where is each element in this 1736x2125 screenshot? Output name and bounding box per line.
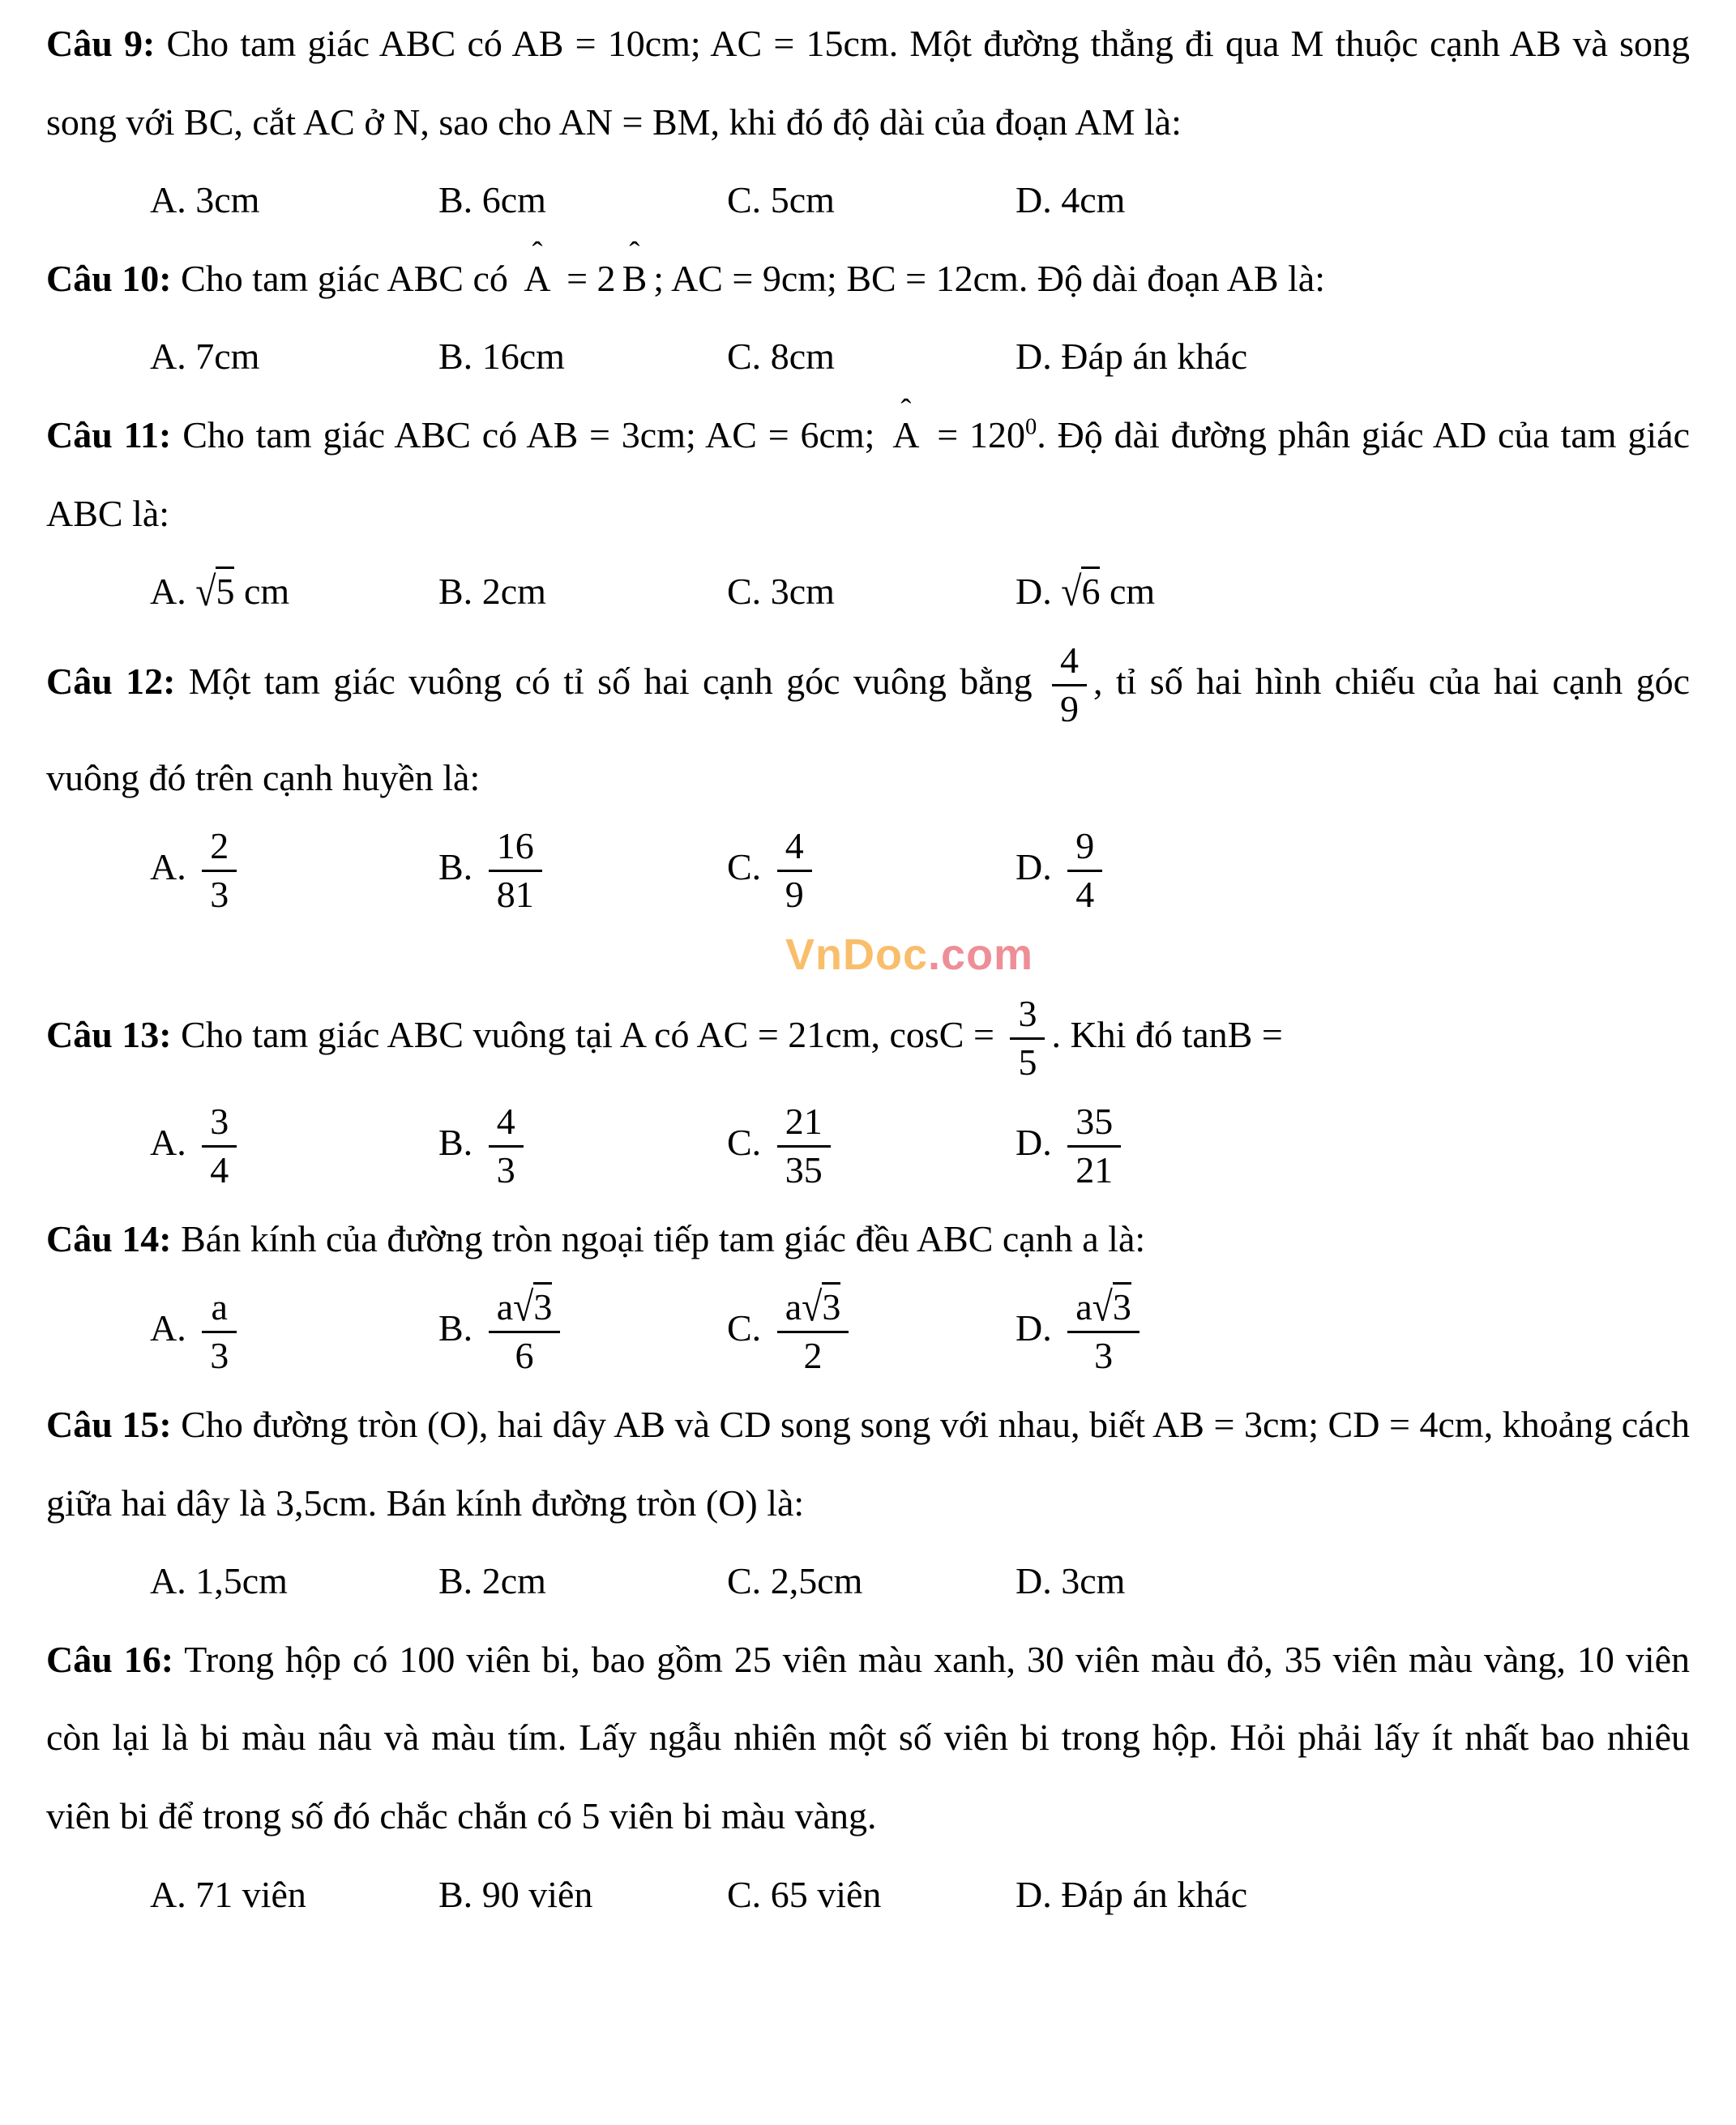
option-b: B. 2cm [438, 571, 546, 613]
option-key: B. [438, 1560, 473, 1602]
fraction-numerator: a [211, 1286, 228, 1328]
fraction-denominator: 2 [777, 1331, 849, 1379]
option-key: D. [1016, 179, 1052, 221]
question-label: Câu 11: [46, 413, 172, 455]
superscript: 0 [1025, 414, 1037, 440]
fraction-numerator: 21 [785, 1100, 823, 1142]
question-text: Câu 13: Cho tam giác ABC vuông tại A có AC = 21cm, cosC = $\frac{3}{5}$ . Khi đó tanB = [46, 985, 1690, 1092]
fraction-numerator: 16 [496, 825, 534, 867]
fraction [202, 1099, 237, 1194]
option-b [438, 1092, 727, 1200]
question-text: Câu 14: Bán kính của đường tròn ngoại tiếp tam giác đều ABC cạnh a là: [46, 1217, 1146, 1259]
option-a: A. 1,5cm [150, 1560, 288, 1602]
option-key: A. [150, 846, 186, 888]
fraction-denominator: 81 [489, 870, 542, 918]
fraction [489, 823, 542, 918]
fraction-denominator: 5 [1010, 1037, 1045, 1086]
question-block [46, 5, 1690, 240]
option-key: B. [438, 1307, 473, 1349]
fraction-numerator: 4 [1060, 639, 1080, 681]
radical-sign-icon: √ [513, 1283, 534, 1331]
angle-hat-symbol: ˆ A [892, 396, 919, 475]
question-block [46, 240, 1690, 396]
option-key: D. [1016, 1121, 1052, 1163]
option-d: D. √6 cm [1016, 553, 1690, 631]
option-key: B. [438, 1873, 473, 1915]
option-a [150, 1278, 438, 1386]
fraction [777, 823, 812, 918]
options-row [150, 318, 1690, 396]
questions-top [46, 5, 1690, 925]
square-root [1092, 1283, 1131, 1331]
option-key: C. [727, 1873, 762, 1915]
fraction-denominator: 6 [489, 1331, 561, 1379]
question-block [46, 1386, 1690, 1621]
fraction [777, 1285, 849, 1379]
fraction-denominator: 9 [1052, 684, 1087, 733]
options-row [150, 1856, 1690, 1935]
radicand: 3 [822, 1282, 840, 1328]
options-row [150, 161, 1690, 240]
radical-sign-icon: √ [195, 568, 216, 615]
angle-hat-symbol: ˆ A [524, 240, 550, 319]
question-text: Câu 15: Cho đường tròn (O), hai dây AB và CD song song với nhau, biết AB = 3cm; CD = 4cm, khoảng cách giữa hai dây là 3,5cm. Bán kính đường tròn (O) là: [46, 1403, 1691, 1524]
fraction [777, 1099, 831, 1194]
fraction [489, 1285, 561, 1379]
question-text: Câu 12: Một tam giác vuông có tỉ số hai cạnh góc vuông bằng $\frac{4}{9}$ , tỉ số hai hình chiếu của hai cạnh góc vuông đó trên cạnh huyền là: [46, 639, 1691, 798]
fraction [1067, 1099, 1121, 1194]
question-label: Câu 16: [46, 1638, 174, 1680]
fraction-numerator: 3 [1018, 993, 1037, 1034]
fraction-numerator: 9 [1075, 825, 1095, 867]
questions-bottom [46, 985, 1690, 1934]
fraction [1052, 638, 1087, 733]
options-row [150, 1278, 1690, 1386]
question-text: Câu 9: Cho tam giác ABC có AB = 10cm; AC = 15cm. Một đường thẳng đi qua M thuộc cạnh AB và song song với BC, cắt AC ở N, sao cho AN = BM, khi đó độ dài của đoạn AM là: [46, 23, 1691, 143]
option-a: A. 71 viên [150, 1873, 306, 1915]
option-c: C. 2,5cm [727, 1560, 863, 1602]
option-key: C. [727, 179, 762, 221]
question-text: Câu 11: Cho tam giác ABC có AB = 3cm; AC = 6cm; ˆ $A = 120^0$. Độ dài đường phân giác AD của tam giác ABC là: [46, 396, 1690, 553]
option-c: C. 5cm [727, 179, 835, 221]
radical-sign-icon: √ [1061, 568, 1082, 615]
option-d: D. Đáp án khác [1016, 1873, 1248, 1915]
option-b: B. 16cm [438, 336, 565, 378]
fraction [1067, 823, 1102, 918]
square-root [1061, 568, 1101, 615]
option-c: C. 65 viên [727, 1873, 882, 1915]
option-key: A. [150, 1560, 186, 1602]
option-key: D. [1016, 571, 1052, 613]
fraction [489, 1099, 524, 1194]
option-a: A. √5 cm [150, 553, 438, 631]
option-b: B. 2cm [438, 1560, 546, 1602]
option-d: D. 3cm [1016, 1560, 1126, 1602]
option-key: B. [438, 846, 473, 888]
option-b: B. 6cm [438, 179, 546, 221]
option-key: B. [438, 179, 473, 221]
question-label: Câu 12: [46, 660, 176, 702]
watermark-part2: .com [928, 930, 1034, 979]
option-key: C. [727, 571, 762, 613]
fraction-numerator: 4 [785, 825, 804, 867]
option-key: B. [438, 1121, 473, 1163]
radical-sign-icon: √ [1092, 1283, 1113, 1331]
option-key: A. [150, 1307, 186, 1349]
fraction-numerator: a√3 [777, 1285, 849, 1331]
question-block [46, 1621, 1690, 1934]
question-block [46, 985, 1690, 1200]
option-b [438, 817, 727, 925]
option-a: A. 7cm [150, 336, 260, 378]
question-block [46, 396, 1690, 631]
option-c: C. 8cm [727, 336, 835, 378]
option-key: B. [438, 336, 473, 378]
option-key: D. [1016, 1307, 1052, 1349]
options-row [150, 553, 1690, 631]
option-d [1016, 817, 1690, 925]
options-row [150, 1092, 1690, 1200]
option-key: D. [1016, 1873, 1052, 1915]
fraction-denominator: 4 [202, 1145, 237, 1194]
question-text: Câu 16: Trong hộp có 100 viên bi, bao gồm 25 viên màu xanh, 30 viên màu đỏ, 35 viên màu vàng, 10 viên còn lại là bi màu nâu và màu tím. Lấy ngẫu nhiên một số viên bi trong hộp. Hỏi phải lấy ít nhất bao nhiêu viên bi để trong số đó chắc chắn có 5 viên bi màu vàng. [46, 1638, 1691, 1836]
option-d [1016, 1092, 1690, 1200]
fraction-numerator: 2 [210, 825, 229, 867]
option-key: A. [150, 1873, 186, 1915]
option-key: A. [150, 1121, 186, 1163]
option-key: C. [727, 1307, 762, 1349]
option-key: A. [150, 336, 186, 378]
fraction-denominator: 4 [1067, 870, 1102, 918]
option-d: D. Đáp án khác [1016, 336, 1248, 378]
fraction-numerator: 3 [210, 1100, 229, 1142]
option-key: B. [438, 571, 473, 613]
radicand: 3 [533, 1282, 552, 1328]
question-label: Câu 14: [46, 1217, 172, 1259]
option-key: D. [1016, 846, 1052, 888]
question-label: Câu 10: [46, 257, 172, 299]
fraction-numerator: 4 [496, 1100, 515, 1142]
fraction-denominator: 9 [777, 870, 812, 918]
fraction [1010, 991, 1045, 1086]
fraction-denominator: 3 [202, 1331, 237, 1379]
radicand: 3 [1113, 1282, 1131, 1328]
option-c [727, 817, 1016, 925]
fraction-denominator: 21 [1067, 1145, 1121, 1194]
vndoc-watermark [785, 930, 1690, 980]
square-root [195, 568, 235, 615]
radicand: 6 [1081, 567, 1100, 612]
option-a [150, 817, 438, 925]
option-key: D. [1016, 1560, 1052, 1602]
radical-sign-icon: √ [802, 1283, 823, 1331]
option-a: A. 3cm [150, 179, 260, 221]
options-row [150, 1542, 1690, 1621]
watermark-part1: VnDoc [785, 930, 929, 979]
option-key: A. [150, 179, 186, 221]
option-key: A. [150, 571, 186, 613]
option-a [150, 1092, 438, 1200]
fraction-numerator: a√3 [1067, 1285, 1140, 1331]
options-row [150, 817, 1690, 925]
option-c [727, 1278, 1016, 1386]
square-root [802, 1283, 841, 1331]
question-text: Câu 10: Cho tam giác ABC có ˆ A = 2 ˆ B ; AC = 9cm; BC = 12cm. Độ dài đoạn AB là: [46, 240, 1690, 319]
square-root [513, 1283, 553, 1331]
option-key: C. [727, 846, 762, 888]
fraction [202, 1285, 237, 1379]
fraction [202, 823, 237, 918]
option-key: C. [727, 1560, 762, 1602]
radicand: 5 [216, 567, 234, 612]
fraction-denominator: 3 [1067, 1331, 1140, 1379]
option-key: C. [727, 336, 762, 378]
question-label: Câu 9: [46, 23, 156, 64]
option-d [1016, 1278, 1690, 1386]
fraction [1067, 1285, 1140, 1379]
fraction-denominator: 3 [202, 870, 237, 918]
fraction-denominator: 35 [777, 1145, 831, 1194]
option-key: D. [1016, 336, 1052, 378]
question-block [46, 1200, 1690, 1386]
option-b [438, 1278, 727, 1386]
fraction-denominator: 3 [489, 1145, 524, 1194]
question-block [46, 631, 1690, 925]
option-b: B. 90 viên [438, 1873, 593, 1915]
fraction-numerator: a√3 [489, 1285, 561, 1331]
question-label: Câu 13: [46, 1013, 172, 1055]
angle-hat-symbol: ˆ B [622, 240, 648, 319]
fraction-numerator: 35 [1075, 1100, 1114, 1142]
question-label: Câu 15: [46, 1403, 172, 1445]
option-c [727, 1092, 1016, 1200]
option-d: D. 4cm [1016, 179, 1126, 221]
option-key: C. [727, 1121, 762, 1163]
option-c: C. 3cm [727, 571, 835, 613]
